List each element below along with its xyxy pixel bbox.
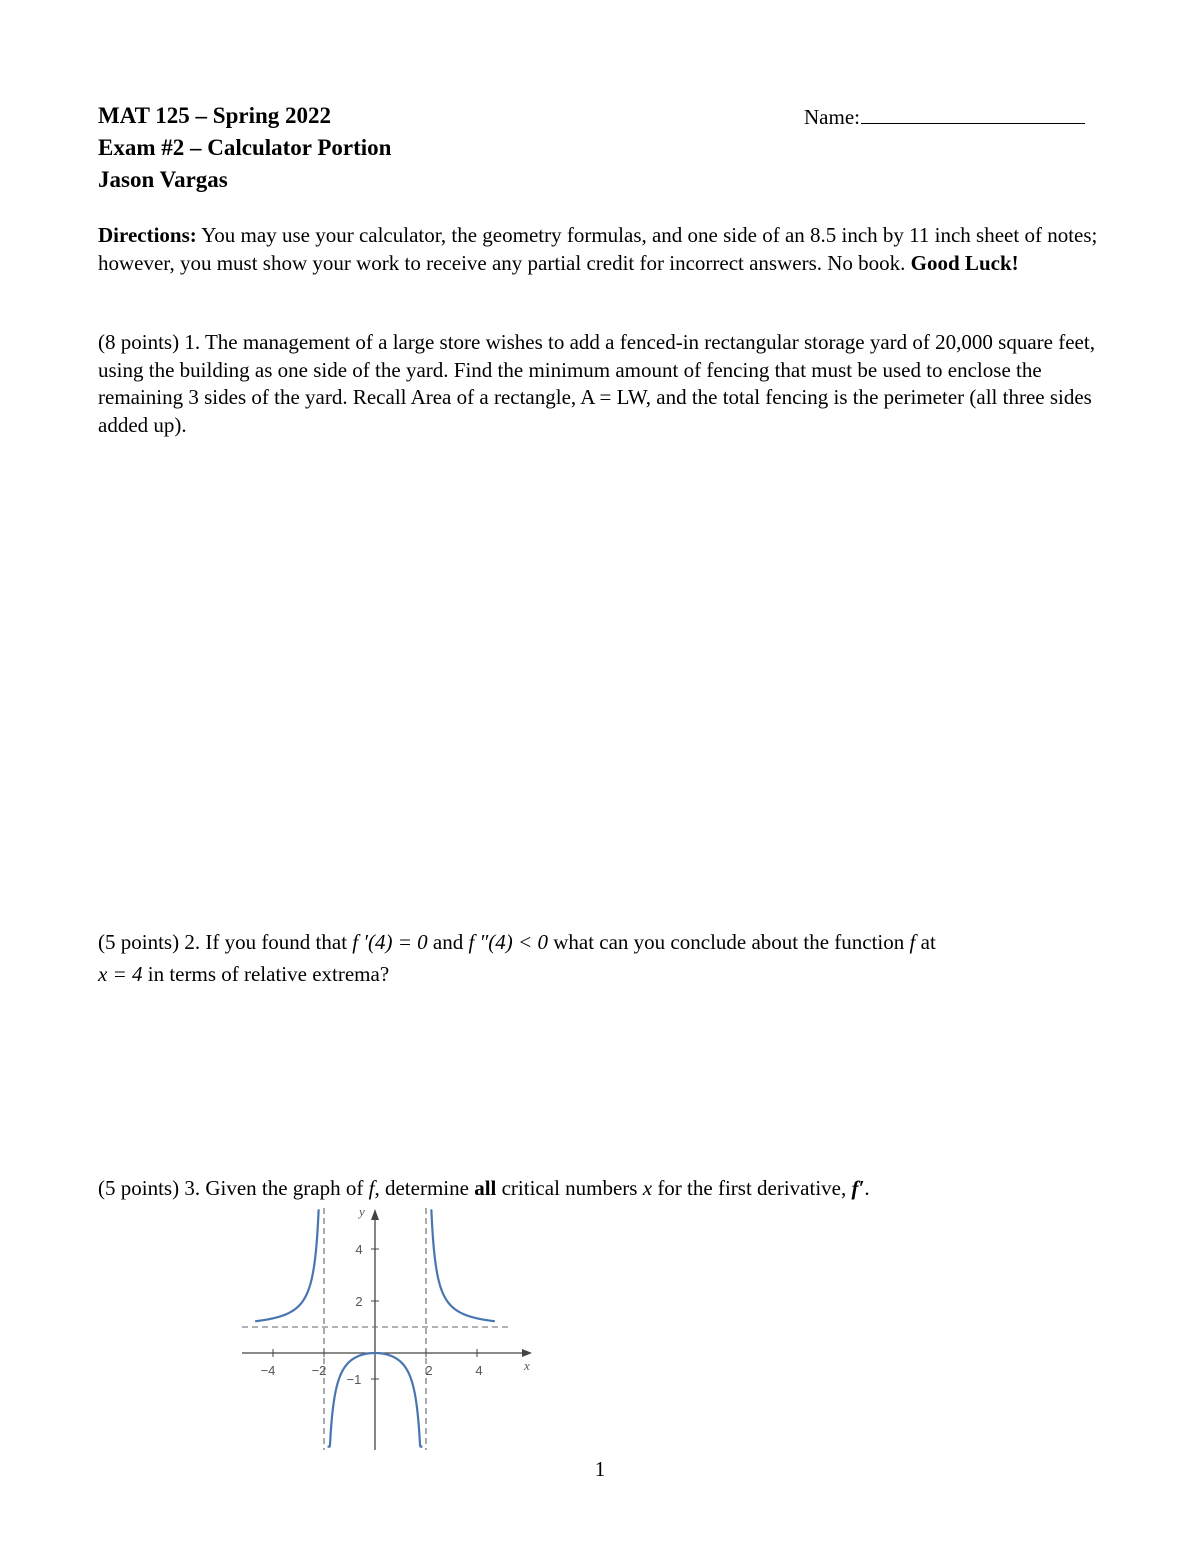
tick-label-x-neg4: −4 bbox=[260, 1363, 276, 1378]
page-number: 1 bbox=[594, 1457, 606, 1481]
function-graph bbox=[232, 1200, 542, 1455]
good-luck-text: Good Luck! bbox=[910, 250, 1019, 275]
curve-right-branch bbox=[431, 1209, 495, 1321]
question-2 bbox=[98, 926, 1100, 990]
question-2-condition-1: f ′(4) = 0 bbox=[352, 930, 428, 954]
directions-text: You may use your calculator, the geometry formulas, and one side of an 8.5 inch by 11 inch sheet of notes; however, you must show your work to receive any partial credit for incorrect answers. No book. bbox=[98, 223, 1098, 275]
question-3-all: all bbox=[474, 1176, 497, 1200]
question-3-mid2: critical numbers bbox=[496, 1176, 643, 1200]
exam-header bbox=[98, 100, 391, 196]
question-3-x: x bbox=[642, 1176, 653, 1200]
question-2-mid: what can you conclude about the function bbox=[547, 930, 910, 954]
instructor-name: Jason Vargas bbox=[98, 167, 228, 192]
y-axis-label: y bbox=[359, 1204, 365, 1219]
course-title: MAT 125 – Spring 2022 bbox=[98, 103, 332, 128]
question-3-end: . bbox=[864, 1176, 870, 1200]
tick-label-x-2: 2 bbox=[425, 1363, 433, 1378]
curve-left-branch bbox=[255, 1209, 319, 1321]
question-2-at: at bbox=[915, 930, 936, 954]
question-3-mid: , determine bbox=[374, 1176, 475, 1200]
name-blank-line[interactable] bbox=[861, 103, 1085, 124]
question-3-fprime: f′ bbox=[851, 1176, 865, 1200]
directions-label: Directions: bbox=[98, 223, 197, 247]
tick-label-y-4: 4 bbox=[355, 1242, 363, 1257]
tick-label-y-neg1: −1 bbox=[346, 1372, 362, 1387]
question-3-f: f bbox=[368, 1176, 375, 1200]
name-label: Name: bbox=[804, 105, 860, 129]
question-1-text: (8 points) 1. The management of a large store wishes to add a fenced-in rectangular storage yard of 20,000 square feet, using the building as one side of the yard. Find the minimum amount of fencing that must be used to enclose the remaining 3 sides of the yard. Recall Area of a rectangle, A = LW, and the total fencing is the perimeter (all three sides added up). bbox=[98, 330, 1095, 437]
tick-label-x-4: 4 bbox=[475, 1363, 483, 1378]
x-axis-label: x bbox=[524, 1358, 530, 1373]
tick-label-x-neg2: −2 bbox=[311, 1363, 327, 1378]
tick-label-y-2: 2 bbox=[355, 1294, 363, 1309]
y-axis-arrow bbox=[371, 1209, 379, 1220]
question-3-prefix: (5 points) 3. Given the graph of bbox=[98, 1176, 369, 1200]
question-1 bbox=[98, 329, 1100, 439]
x-axis-arrow bbox=[522, 1349, 532, 1357]
question-2-prefix: (5 points) 2. If you found that bbox=[98, 930, 353, 954]
question-3 bbox=[98, 1175, 1100, 1203]
directions-paragraph bbox=[98, 222, 1100, 277]
question-2-x-value: x = 4 bbox=[98, 962, 143, 986]
question-2-suffix: in terms of relative extrema? bbox=[142, 962, 390, 986]
question-2-condition-2: f ″(4) < 0 bbox=[468, 930, 548, 954]
name-field[interactable] bbox=[804, 102, 1085, 132]
exam-title: Exam #2 – Calculator Portion bbox=[98, 135, 392, 160]
question-2-f: f bbox=[909, 930, 916, 954]
question-2-and: and bbox=[427, 930, 469, 954]
question-3-mid3: for the first derivative, bbox=[652, 1176, 852, 1200]
